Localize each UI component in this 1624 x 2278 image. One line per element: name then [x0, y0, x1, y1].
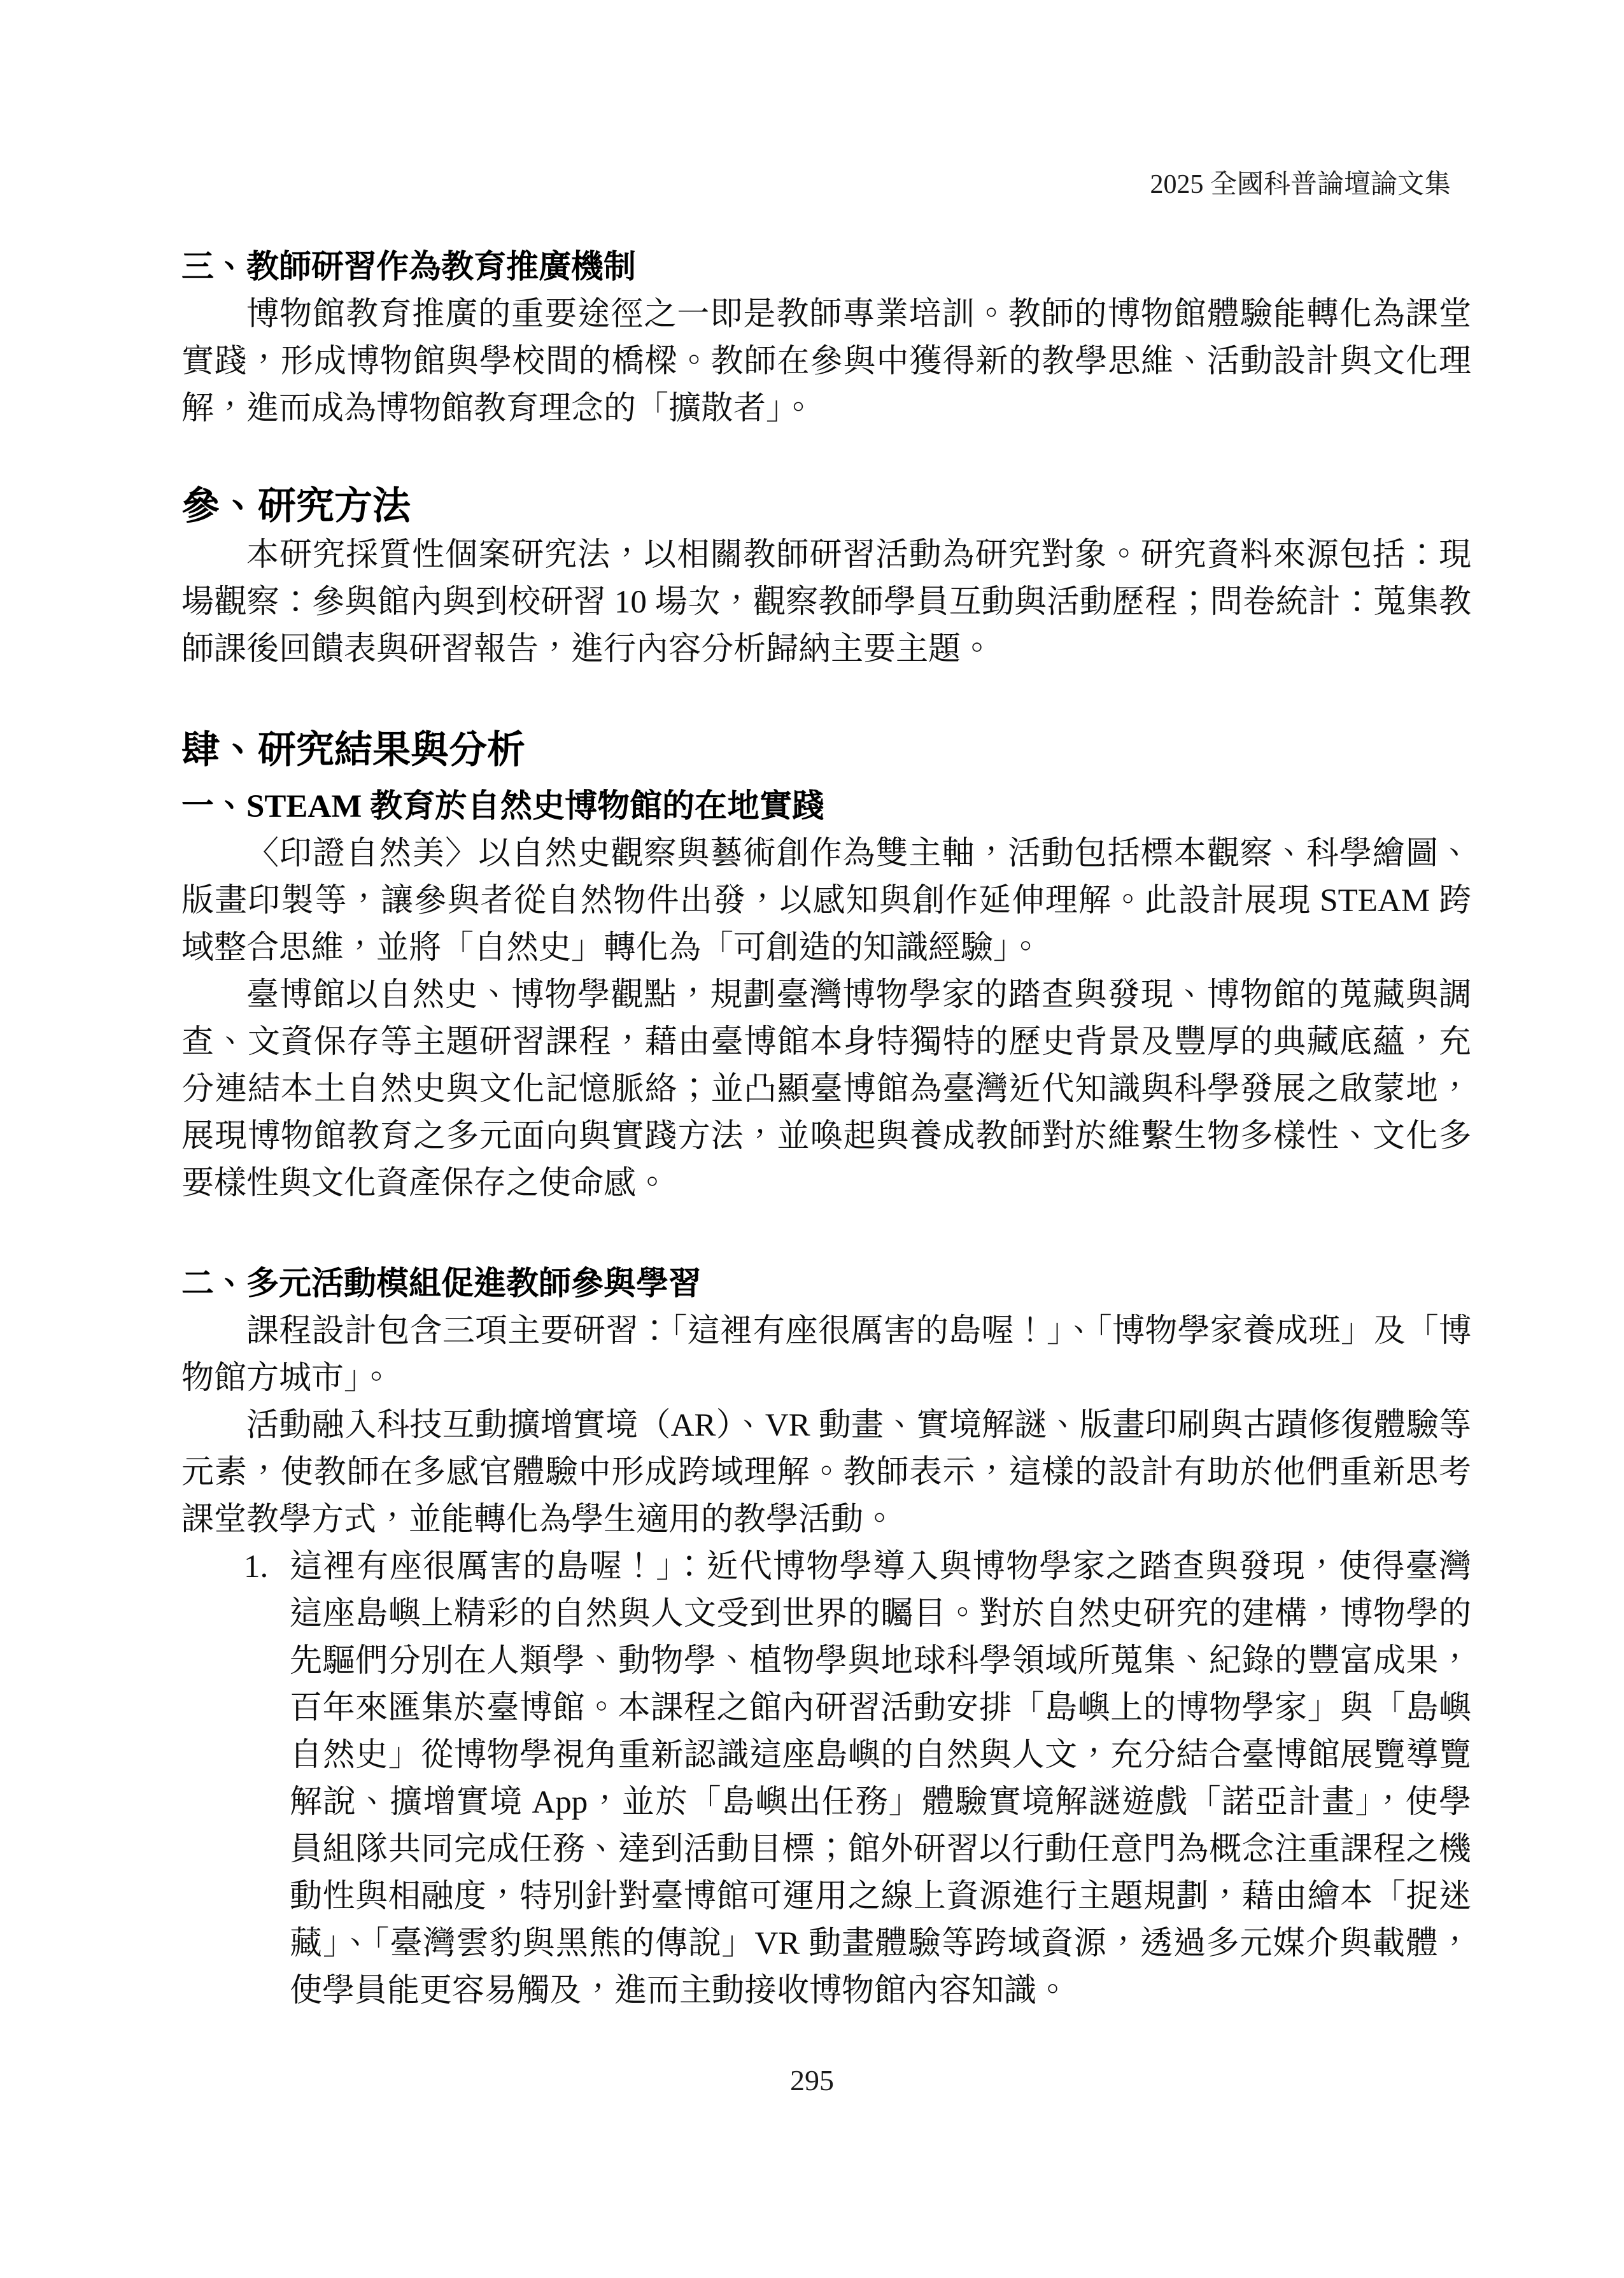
para-teacher-training: 博物館教育推廣的重要途徑之一即是教師專業培訓。教師的博物館體驗能轉化為課堂實踐，形成博物館與學校間的橋樑。教師在參與中獲得新的教學思維、活動設計與文化理解，進而成為博物館教育理念的「擴散者」。: [181, 297, 1471, 427]
heading-research-method: 參、研究方法: [181, 485, 411, 527]
heading-steam-practice: 一、STEAM 教育於自然史博物館的在地實踐: [181, 789, 825, 824]
para-steam-practice-1: 〈印證自然美〉以自然史觀察與藝術創作為雙主軸，活動包括標本觀察、科學繪圖、版畫印製等，讓參與者從自然物件出發，以感知與創作延伸理解。此設計展現 STEAM 跨域整合思維，並將「自然史」轉化為「可創造的知識經驗」。: [181, 836, 1471, 966]
para-multi-activity-2: 活動融入科技互動擴增實境（AR）、VR 動畫、實境解謎、版畫印刷與古蹟修復體驗等元素，使教師在多感官體驗中形成跨域理解。教師表示，這樣的設計有助於他們重新思考課堂教學方式，並能轉化為學生適用的教學活動。: [181, 1408, 1471, 1538]
page-content: [181, 244, 1471, 2014]
heading-results-analysis: 肆、研究結果與分析: [181, 729, 525, 771]
heading-teacher-training: 三、教師研習作為教育推廣機制: [181, 250, 637, 285]
para-multi-activity-1: 課程設計包含三項主要研習：「這裡有座很厲害的島喔！」、「博物學家養成班」及「博物館方城市」。: [181, 1313, 1471, 1396]
page-number: 295: [790, 2064, 834, 2097]
para-steam-practice-2: 臺博館以自然史、博物學觀點，規劃臺灣博物學家的踏查與發現、博物館的蒐藏與調查、文資保存等主題研習課程，藉由臺博館本身特獨特的歷史背景及豐厚的典藏底蘊，充分連結本土自然史與文化記憶脈絡；並凸顯臺博館為臺灣近代知識與科學發展之啟蒙地，展現博物館教育之多元面向與實踐方法，並喚起與養成教師對於維繫生物多樣性、文化多要樣性與文化資產保存之使命感。: [181, 977, 1471, 1201]
running-header: 2025 全國科普論壇論文集: [1150, 170, 1451, 199]
numbered-list-item-1: [181, 1543, 1471, 2014]
para-research-method: 本研究採質性個案研究法，以相關教師研習活動為研究對象。研究資料來源包括：現場觀察：參與館內與到校研習 10 場次，觀察教師學員互動與活動歷程；問卷統計：蒐集教師課後回饋表與研習報告，進行內容分析歸納主要主題。: [181, 537, 1471, 667]
list-item-text: 這裡有座很厲害的島喔！」：近代博物學導入與博物學家之踏查與發現，使得臺灣這座島嶼上精彩的自然與人文受到世界的矚目。對於自然史研究的建構，博物學的先驅們分別在人類學、動物學、植物學與地球科學領域所蒐集、紀錄的豐富成果，百年來匯集於臺博館。本課程之館內研習活動安排「島嶼上的博物學家」與「島嶼自然史」從博物學視角重新認識這座島嶼的自然與人文，充分結合臺博館展覽導覽解說、擴增實境 App，並於「島嶼出任務」體驗實境解謎遊戲「諾亞計畫」，使學員組隊共同完成任務、達到活動目標；館外研習以行動任意門為概念注重課程之機動性與相融度，特別針對臺博館可運用之線上資源進行主題規劃，藉由繪本「捉迷藏」、「臺灣雲豹與黑熊的傳說」VR 動畫體驗等跨域資源，透過多元媒介與載體，使學員能更容易觸及，進而主動接收博物館內容知識。: [290, 1549, 1471, 2009]
list-item-marker: 1.: [244, 1549, 269, 1585]
heading-multi-activity: 二、多元活動模組促進教師參與學習: [181, 1266, 702, 1302]
